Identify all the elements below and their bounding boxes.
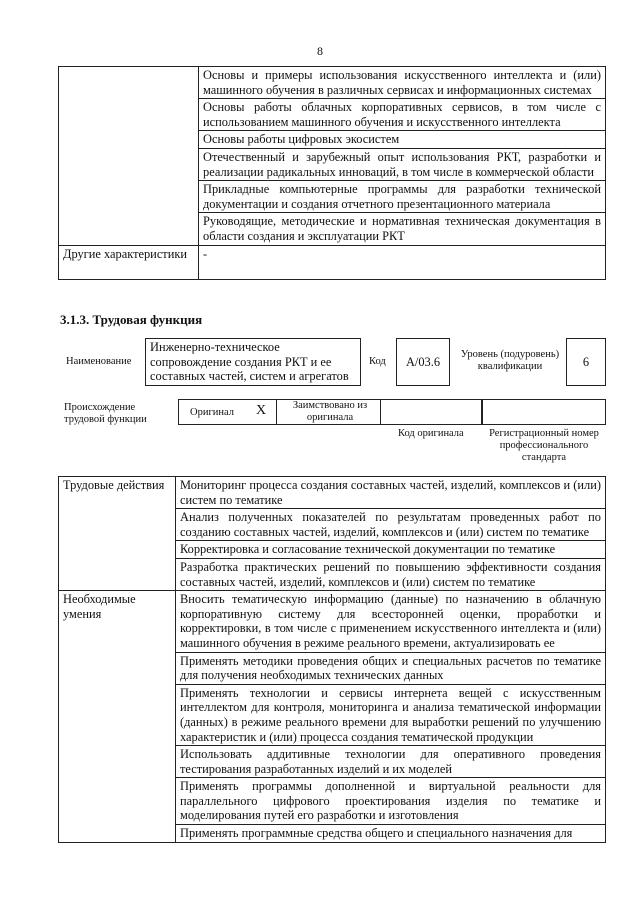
table-row xyxy=(59,591,606,652)
skill-item: Применять программные средства общего и специального назначения для xyxy=(176,825,606,843)
knowledge-item: Руководящие, методические и нормативная техническая документация в области создания и эксплуатации РКТ xyxy=(199,213,606,245)
borrowed-label: Заимствовано из оригинала xyxy=(292,400,368,423)
skill-item: Использовать аддитивные технологии для оперативного проведения тестирования разработанных изделий и их моделей xyxy=(176,746,606,778)
knowledge-item: Основы работы облачных корпоративных сервисов, в том числе с использованием машинного обучения и искусственного интеллекта xyxy=(199,99,606,131)
table-row xyxy=(59,477,606,509)
other-characteristics-label: Другие характеристики xyxy=(59,245,199,279)
table-row xyxy=(59,245,606,279)
other-characteristics-value: - xyxy=(199,245,606,279)
divider xyxy=(276,399,277,425)
table-row xyxy=(59,67,606,99)
level-value: 6 xyxy=(566,338,606,386)
reg-number-box xyxy=(482,399,606,425)
original-label: Оригинал xyxy=(190,407,234,418)
skill-item: Применять методики проведения общих и специальных расчетов по тематике для получения необходимых технических данных xyxy=(176,652,606,684)
row-label-cell xyxy=(59,67,199,246)
knowledge-item: Отечественный и зарубежный опыт использования РКТ, разработки и реализации радикальных инноваций, в том числе в коммерческой области xyxy=(199,148,606,180)
labor-action-item: Корректировка и согласование технической документации по тематике xyxy=(176,541,606,559)
labor-action-item: Разработка практических решений по повышению эффективности создания составных частей, изделий, комплексов и (или) систем по тематике xyxy=(176,558,606,590)
knowledge-item: Прикладные компьютерные программы для разработки технической документации и создания отчетного презентационного материала xyxy=(199,181,606,213)
skill-item: Применять программы дополненной и виртуальной реальности для параллельного цифрового проектирования изделия по тематике и моделирования путей его разработки и изготовления xyxy=(176,778,606,825)
function-name-value: Инженерно-техническое сопровождение создания РКТ и ее составных частей, систем и агрегатов xyxy=(145,338,361,386)
reg-number-caption: Регистрационный номер профессионального стандарта xyxy=(489,428,599,463)
divider xyxy=(380,399,381,425)
labor-function-table xyxy=(58,476,606,843)
original-mark: X xyxy=(256,403,267,418)
origin-label: Происхождение трудовой функции xyxy=(64,402,147,425)
code-label: Код xyxy=(369,356,386,367)
skill-item: Вносить тематическую информацию (данные) по назначению в облачную корпоративную систему для всесторонней оценки, проработки и корректировки, в том числе с применением искусственного интеллекта и (или) машинного обучения в режиме реального времени, актуализировать ее xyxy=(176,591,606,652)
code-original-caption: Код оригинала xyxy=(398,428,464,439)
level-label: Уровень (подуровень) квалификации xyxy=(460,349,560,372)
name-label: Наименование xyxy=(66,356,132,367)
skill-item: Применять технологии и сервисы интернета вещей с искусственным интеллектом для контроля, мониторинга и анализа тематической информации (данных) в режиме реального времени для выработки решений по улучшению характеристик и (или) процесса создания тематической продукции xyxy=(176,684,606,745)
page-number: 8 xyxy=(317,44,323,58)
knowledge-item: Основы работы цифровых экосистем xyxy=(199,131,606,149)
knowledge-item: Основы и примеры использования искусственного интеллекта и (или) машинного обучения в различных сервисах и информационных системах xyxy=(199,67,606,99)
knowledge-table xyxy=(58,66,606,280)
required-skills-label: Необходимые умения xyxy=(59,591,176,843)
labor-action-item: Мониторинг процесса создания составных частей, изделий, комплексов и (или) систем по тематике xyxy=(176,477,606,509)
section-title: 3.1.3. Трудовая функция xyxy=(60,312,203,327)
function-code-value: А/03.6 xyxy=(396,338,450,386)
labor-action-item: Анализ полученных показателей по результатам проведенных работ по созданию составных частей, изделий, комплексов и (или) систем по тематике xyxy=(176,509,606,541)
labor-actions-label: Трудовые действия xyxy=(59,477,176,591)
